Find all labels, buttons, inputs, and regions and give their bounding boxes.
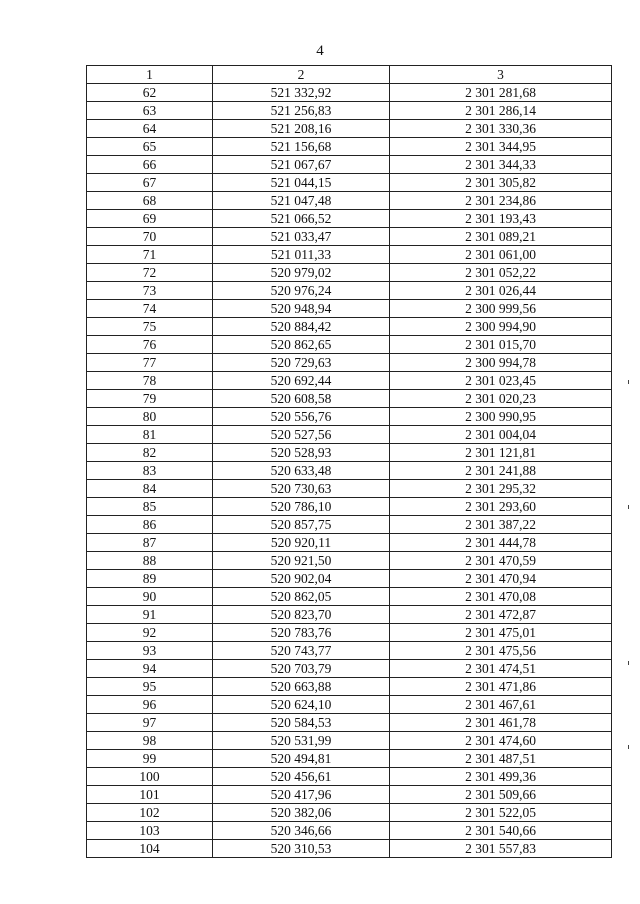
cell-point-number: 83 — [87, 462, 213, 480]
cell-x-coordinate: 520 902,04 — [213, 570, 390, 588]
cell-x-coordinate: 521 033,47 — [213, 228, 390, 246]
table-row — [87, 660, 612, 678]
table-row — [87, 84, 612, 102]
cell-point-number: 73 — [87, 282, 213, 300]
table-row — [87, 336, 612, 354]
cell-point-number: 99 — [87, 750, 213, 768]
cell-x-coordinate: 521 047,48 — [213, 192, 390, 210]
cell-point-number: 94 — [87, 660, 213, 678]
cell-x-coordinate: 521 066,52 — [213, 210, 390, 228]
cell-x-coordinate: 520 823,70 — [213, 606, 390, 624]
cell-point-number: 88 — [87, 552, 213, 570]
table-row — [87, 624, 612, 642]
cell-y-coordinate: 2 301 061,00 — [390, 246, 612, 264]
cell-x-coordinate: 520 976,24 — [213, 282, 390, 300]
table-row — [87, 840, 612, 858]
cell-y-coordinate: 2 301 004,04 — [390, 426, 612, 444]
column-header-point: 1 — [87, 66, 213, 84]
cell-x-coordinate: 521 044,15 — [213, 174, 390, 192]
cell-x-coordinate: 520 783,76 — [213, 624, 390, 642]
cell-point-number: 96 — [87, 696, 213, 714]
cell-y-coordinate: 2 301 475,56 — [390, 642, 612, 660]
table-row — [87, 120, 612, 138]
cell-point-number: 80 — [87, 408, 213, 426]
cell-x-coordinate: 520 556,76 — [213, 408, 390, 426]
cell-y-coordinate: 2 300 990,95 — [390, 408, 612, 426]
cell-x-coordinate: 521 208,16 — [213, 120, 390, 138]
table-row — [87, 282, 612, 300]
cell-y-coordinate: 2 301 330,36 — [390, 120, 612, 138]
cell-y-coordinate: 2 301 461,78 — [390, 714, 612, 732]
table-row — [87, 678, 612, 696]
cell-x-coordinate: 520 729,63 — [213, 354, 390, 372]
cell-y-coordinate: 2 301 344,95 — [390, 138, 612, 156]
cell-y-coordinate: 2 301 509,66 — [390, 786, 612, 804]
table-body — [87, 84, 612, 858]
cell-x-coordinate: 520 624,10 — [213, 696, 390, 714]
cell-point-number: 93 — [87, 642, 213, 660]
cell-y-coordinate: 2 301 470,94 — [390, 570, 612, 588]
cell-y-coordinate: 2 301 475,01 — [390, 624, 612, 642]
cell-y-coordinate: 2 301 444,78 — [390, 534, 612, 552]
cell-x-coordinate: 520 921,50 — [213, 552, 390, 570]
cell-y-coordinate: 2 301 286,14 — [390, 102, 612, 120]
cell-point-number: 79 — [87, 390, 213, 408]
table-row — [87, 462, 612, 480]
cell-point-number: 71 — [87, 246, 213, 264]
table-row — [87, 498, 612, 516]
cell-point-number: 67 — [87, 174, 213, 192]
table-row — [87, 210, 612, 228]
cell-x-coordinate: 521 156,68 — [213, 138, 390, 156]
cell-point-number: 75 — [87, 318, 213, 336]
cell-y-coordinate: 2 301 387,22 — [390, 516, 612, 534]
cell-x-coordinate: 520 382,06 — [213, 804, 390, 822]
cell-x-coordinate: 520 527,56 — [213, 426, 390, 444]
scan-mark — [628, 380, 629, 384]
table-row — [87, 228, 612, 246]
cell-x-coordinate: 520 948,94 — [213, 300, 390, 318]
cell-x-coordinate: 520 528,93 — [213, 444, 390, 462]
cell-point-number: 92 — [87, 624, 213, 642]
column-header-x: 2 — [213, 66, 390, 84]
cell-point-number: 76 — [87, 336, 213, 354]
cell-point-number: 69 — [87, 210, 213, 228]
table-row — [87, 156, 612, 174]
cell-point-number: 100 — [87, 768, 213, 786]
cell-x-coordinate: 520 857,75 — [213, 516, 390, 534]
table-row — [87, 444, 612, 462]
table-row — [87, 804, 612, 822]
cell-point-number: 81 — [87, 426, 213, 444]
cell-x-coordinate: 520 417,96 — [213, 786, 390, 804]
cell-x-coordinate: 520 862,05 — [213, 588, 390, 606]
cell-point-number: 70 — [87, 228, 213, 246]
table-row — [87, 786, 612, 804]
cell-y-coordinate: 2 301 499,36 — [390, 768, 612, 786]
table-row — [87, 192, 612, 210]
cell-x-coordinate: 520 584,53 — [213, 714, 390, 732]
cell-y-coordinate: 2 301 472,87 — [390, 606, 612, 624]
cell-point-number: 63 — [87, 102, 213, 120]
table-row — [87, 264, 612, 282]
cell-point-number: 62 — [87, 84, 213, 102]
scan-mark — [628, 745, 629, 749]
cell-point-number: 101 — [87, 786, 213, 804]
cell-y-coordinate: 2 301 467,61 — [390, 696, 612, 714]
table-row — [87, 318, 612, 336]
cell-y-coordinate: 2 301 470,08 — [390, 588, 612, 606]
cell-point-number: 77 — [87, 354, 213, 372]
cell-x-coordinate: 520 862,65 — [213, 336, 390, 354]
table-row — [87, 714, 612, 732]
cell-x-coordinate: 521 067,67 — [213, 156, 390, 174]
cell-point-number: 98 — [87, 732, 213, 750]
cell-point-number: 95 — [87, 678, 213, 696]
cell-point-number: 64 — [87, 120, 213, 138]
cell-point-number: 78 — [87, 372, 213, 390]
cell-y-coordinate: 2 301 015,70 — [390, 336, 612, 354]
cell-x-coordinate: 520 730,63 — [213, 480, 390, 498]
table-row — [87, 102, 612, 120]
cell-x-coordinate: 520 692,44 — [213, 372, 390, 390]
cell-y-coordinate: 2 301 241,88 — [390, 462, 612, 480]
cell-point-number: 87 — [87, 534, 213, 552]
cell-x-coordinate: 520 743,77 — [213, 642, 390, 660]
table-row — [87, 138, 612, 156]
cell-y-coordinate: 2 301 089,21 — [390, 228, 612, 246]
scan-mark — [628, 505, 629, 509]
table-row — [87, 390, 612, 408]
cell-y-coordinate: 2 301 522,05 — [390, 804, 612, 822]
cell-point-number: 104 — [87, 840, 213, 858]
table-row — [87, 642, 612, 660]
table-row — [87, 696, 612, 714]
cell-y-coordinate: 2 301 281,68 — [390, 84, 612, 102]
table-header-row — [87, 66, 612, 84]
cell-y-coordinate: 2 300 994,90 — [390, 318, 612, 336]
cell-point-number: 82 — [87, 444, 213, 462]
cell-x-coordinate: 520 531,99 — [213, 732, 390, 750]
cell-x-coordinate: 520 310,53 — [213, 840, 390, 858]
cell-y-coordinate: 2 301 023,45 — [390, 372, 612, 390]
table-row — [87, 480, 612, 498]
cell-point-number: 68 — [87, 192, 213, 210]
cell-point-number: 85 — [87, 498, 213, 516]
cell-x-coordinate: 521 011,33 — [213, 246, 390, 264]
table-row — [87, 246, 612, 264]
cell-point-number: 66 — [87, 156, 213, 174]
cell-point-number: 90 — [87, 588, 213, 606]
cell-y-coordinate: 2 301 344,33 — [390, 156, 612, 174]
table-row — [87, 822, 612, 840]
cell-y-coordinate: 2 301 293,60 — [390, 498, 612, 516]
cell-x-coordinate: 520 786,10 — [213, 498, 390, 516]
cell-point-number: 97 — [87, 714, 213, 732]
table-row — [87, 408, 612, 426]
table-row — [87, 552, 612, 570]
column-header-y: 3 — [390, 66, 612, 84]
cell-x-coordinate: 520 884,42 — [213, 318, 390, 336]
cell-y-coordinate: 2 300 999,56 — [390, 300, 612, 318]
cell-point-number: 102 — [87, 804, 213, 822]
table-row — [87, 516, 612, 534]
cell-x-coordinate: 520 608,58 — [213, 390, 390, 408]
cell-x-coordinate: 520 979,02 — [213, 264, 390, 282]
table-row — [87, 570, 612, 588]
scan-mark — [628, 661, 629, 665]
cell-y-coordinate: 2 301 234,86 — [390, 192, 612, 210]
table-row — [87, 768, 612, 786]
cell-y-coordinate: 2 301 557,83 — [390, 840, 612, 858]
cell-x-coordinate: 520 920,11 — [213, 534, 390, 552]
table-row — [87, 354, 612, 372]
table-row — [87, 588, 612, 606]
cell-y-coordinate: 2 301 020,23 — [390, 390, 612, 408]
cell-point-number: 84 — [87, 480, 213, 498]
cell-point-number: 65 — [87, 138, 213, 156]
table-row — [87, 750, 612, 768]
table-row — [87, 606, 612, 624]
table-row — [87, 534, 612, 552]
cell-x-coordinate: 520 663,88 — [213, 678, 390, 696]
cell-y-coordinate: 2 301 121,81 — [390, 444, 612, 462]
table-row — [87, 372, 612, 390]
cell-y-coordinate: 2 301 474,60 — [390, 732, 612, 750]
cell-x-coordinate: 520 456,61 — [213, 768, 390, 786]
cell-x-coordinate: 520 494,81 — [213, 750, 390, 768]
cell-point-number: 91 — [87, 606, 213, 624]
cell-x-coordinate: 520 633,48 — [213, 462, 390, 480]
cell-y-coordinate: 2 301 305,82 — [390, 174, 612, 192]
cell-x-coordinate: 521 256,83 — [213, 102, 390, 120]
cell-point-number: 86 — [87, 516, 213, 534]
cell-point-number: 103 — [87, 822, 213, 840]
cell-y-coordinate: 2 301 471,86 — [390, 678, 612, 696]
table-row — [87, 174, 612, 192]
cell-point-number: 89 — [87, 570, 213, 588]
table-row — [87, 732, 612, 750]
cell-y-coordinate: 2 300 994,78 — [390, 354, 612, 372]
cell-x-coordinate: 521 332,92 — [213, 84, 390, 102]
cell-y-coordinate: 2 301 295,32 — [390, 480, 612, 498]
cell-x-coordinate: 520 703,79 — [213, 660, 390, 678]
table-row — [87, 426, 612, 444]
coordinates-table — [86, 65, 612, 858]
cell-point-number: 72 — [87, 264, 213, 282]
page-number: 4 — [316, 43, 324, 59]
cell-y-coordinate: 2 301 026,44 — [390, 282, 612, 300]
cell-y-coordinate: 2 301 540,66 — [390, 822, 612, 840]
cell-y-coordinate: 2 301 474,51 — [390, 660, 612, 678]
cell-y-coordinate: 2 301 487,51 — [390, 750, 612, 768]
table-row — [87, 300, 612, 318]
cell-y-coordinate: 2 301 052,22 — [390, 264, 612, 282]
cell-y-coordinate: 2 301 193,43 — [390, 210, 612, 228]
cell-x-coordinate: 520 346,66 — [213, 822, 390, 840]
cell-point-number: 74 — [87, 300, 213, 318]
cell-y-coordinate: 2 301 470,59 — [390, 552, 612, 570]
